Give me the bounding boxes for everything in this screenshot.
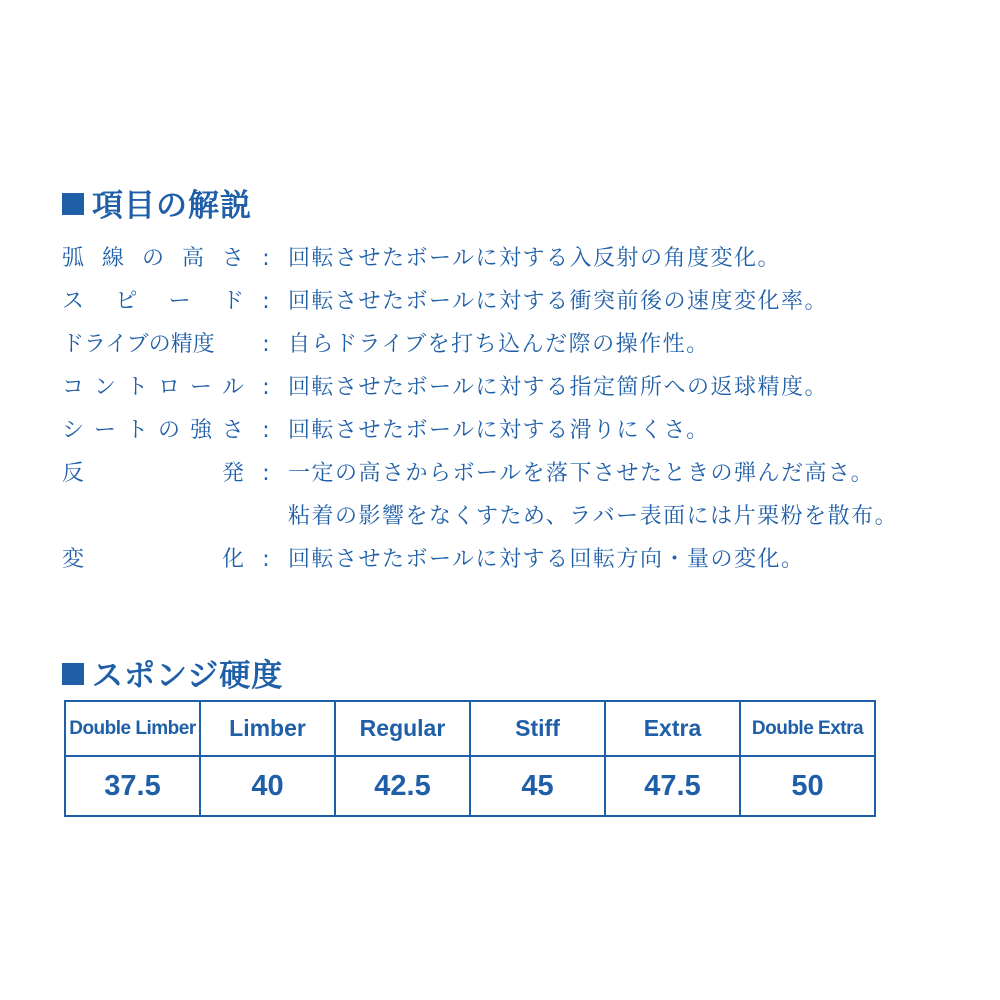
item-description-line: 粘着の影響をなくすため、ラバー表面には片栗粉を散布。	[288, 504, 899, 529]
item-description-line: 自らドライブを打ち込んだ際の操作性。	[288, 332, 710, 357]
item-term-char: ピ	[115, 289, 138, 314]
item-description	[288, 237, 962, 280]
table-header-row	[65, 701, 875, 756]
square-bullet-icon	[62, 663, 84, 685]
sponge-hardness-table	[64, 700, 876, 817]
item-description	[288, 452, 962, 538]
item-description	[288, 409, 962, 452]
item-description	[288, 366, 962, 409]
item-term-char: 発	[221, 461, 244, 486]
item-term-char: ン	[93, 375, 116, 400]
item-term	[62, 237, 244, 280]
item-term	[62, 323, 244, 366]
item-term-char: ー	[168, 289, 191, 314]
table-value-cell: 50	[740, 756, 875, 816]
item-term-char: さ	[221, 418, 244, 443]
list-item	[62, 280, 962, 323]
item-term-char: 線	[101, 246, 124, 271]
item-colon: :	[262, 547, 270, 572]
table-header-cell: Extra	[605, 701, 740, 756]
item-colon: :	[262, 332, 270, 357]
table-value-cell: 45	[470, 756, 605, 816]
section-title-explanation	[62, 180, 252, 225]
item-term	[62, 280, 244, 323]
item-colon: :	[262, 461, 270, 486]
table-value-cell: 47.5	[605, 756, 740, 816]
item-description	[288, 280, 962, 323]
section-title-text: 項目の解説	[92, 188, 252, 224]
section-title-sponge-hardness	[62, 650, 283, 695]
item-term-char: ドライブの精度	[62, 332, 215, 357]
item-term-char: 化	[221, 547, 244, 572]
item-term-char: ト	[125, 375, 148, 400]
list-item	[62, 452, 962, 538]
item-term-char: ー	[93, 418, 116, 443]
item-term-char: さ	[221, 246, 244, 271]
item-term-char: ル	[221, 375, 244, 400]
item-term-char: ト	[125, 418, 148, 443]
item-term-char: の	[141, 246, 164, 271]
table-value-cell: 42.5	[335, 756, 470, 816]
item-colon: :	[262, 418, 270, 443]
square-bullet-icon	[62, 193, 84, 215]
item-description	[288, 538, 962, 581]
item-term-char: 高	[181, 246, 204, 271]
item-explanation-list	[62, 237, 962, 581]
item-term	[62, 409, 244, 452]
item-colon: :	[262, 289, 270, 314]
item-term-char: の	[157, 418, 180, 443]
list-item	[62, 237, 962, 280]
item-term-char: ロ	[157, 375, 180, 400]
item-term-char: 変	[62, 547, 85, 572]
item-description-line: 回転させたボールに対する衝突前後の速度変化率。	[288, 289, 829, 314]
table-header-cell: Regular	[335, 701, 470, 756]
list-item	[62, 538, 962, 581]
section-title-text: スポンジ硬度	[92, 658, 284, 694]
item-term	[62, 538, 244, 581]
item-colon: :	[262, 246, 270, 271]
table-header-cell: Limber	[200, 701, 335, 756]
item-description-line: 回転させたボールに対する回転方向・量の変化。	[288, 547, 805, 572]
list-item	[62, 366, 962, 409]
item-term	[62, 452, 244, 495]
table-header-cell: Double Limber	[65, 701, 200, 756]
item-term-char: 反	[62, 461, 85, 486]
table-row	[65, 756, 875, 816]
table-value-cell: 40	[200, 756, 335, 816]
item-term	[62, 366, 244, 409]
list-item	[62, 409, 962, 452]
item-description-line: 回転させたボールに対する入反射の角度変化。	[288, 246, 782, 271]
table-header-cell: Double Extra	[740, 701, 875, 756]
table-value-cell: 37.5	[65, 756, 200, 816]
item-description	[288, 323, 962, 366]
item-term-char: ー	[189, 375, 212, 400]
item-description-line: 一定の高さからボールを落下させたときの弾んだ高さ。	[288, 461, 875, 486]
table-header-cell: Stiff	[470, 701, 605, 756]
item-term-char: ス	[62, 289, 85, 314]
item-term-char: シ	[62, 418, 85, 443]
item-term-char: 強	[189, 418, 212, 443]
item-term-char: コ	[62, 375, 85, 400]
item-description-line: 回転させたボールに対する滑りにくさ。	[288, 418, 710, 443]
item-term-char: 弧	[62, 246, 85, 271]
list-item	[62, 323, 962, 366]
item-description-line: 回転させたボールに対する指定箇所への返球精度。	[288, 375, 829, 400]
item-term-char: ド	[221, 289, 244, 314]
item-colon: :	[262, 375, 270, 400]
